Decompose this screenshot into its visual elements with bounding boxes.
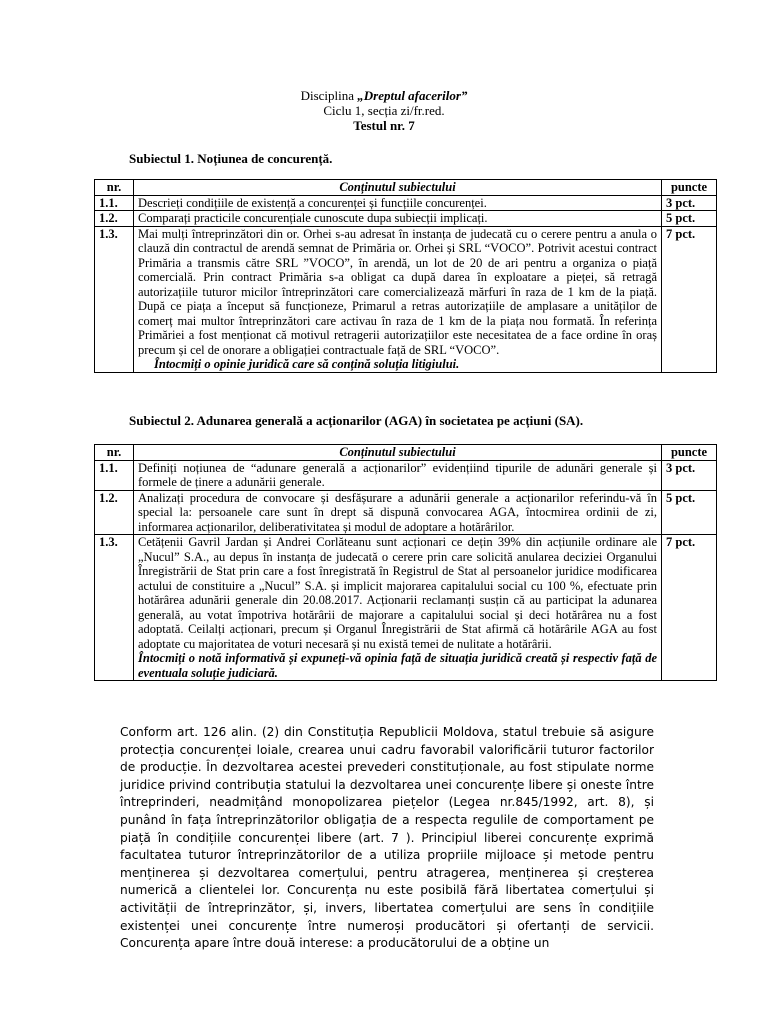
table-row (95, 535, 717, 681)
row-text-cell (134, 535, 662, 681)
cycle-line: Ciclu 1, secția zi/fr.red. (323, 103, 445, 118)
header-content: Conținutul subiectului (134, 445, 662, 461)
row-nr: 1.3. (95, 226, 134, 372)
row-text: Cetățenii Gavril Jardan și Andrei Corlăteanu sunt acționari ce dețin 39% din acțiunile ordinare ale „Nucul” S.A., au depus în instanța de judecată o cerere prin care solicită anularea deciziei Organului Înregistrării de Stat prin care a fost înregistrată în Registrul de Stat al persoanelor juridice modificarea actului de constituire a „Nucul” S.A. și implicit majorarea capitalului social cu 100 %, efectuate prin hotărârea adunării generale din 20.08.2017. Acționarii reclamanți susțin că au participat la adunarea generală, au votat împotriva hotărârii de majorare a capitalului social și deci hotărârea nu a fost adoptată. Ceilalți acționari, precum și Organul Înregistrării de Stat afirmă că hotărârile AGA au fost adoptate cu majoritatea de voturi necesară și nu există temei de nulitate a hotărârii. (138, 535, 657, 651)
row-text: Comparați practicile concurențiale cunoscute dupa subiecții implicați. (134, 211, 662, 227)
row-task: Întocmiți o opinie juridică care să conțină soluția litigiului. (154, 357, 460, 371)
row-text: Definiți noțiunea de “adunare generală a acționarilor” evidențiind tipurile de adunări generale și formele de ținere a adunării generale. (134, 460, 662, 490)
row-task: Întocmiți o notă informativă și expuneți-vă opinia față de situația juridică creată și respectiv față de eventuala soluție judiciară. (138, 651, 657, 680)
subject-2-table (94, 444, 717, 681)
header-content: Conținutul subiectului (134, 180, 662, 196)
header-points: puncte (662, 445, 717, 461)
table-header-row (95, 180, 717, 196)
header-points: puncte (662, 180, 717, 196)
table-row (95, 460, 717, 490)
row-text: Descrieți condițiile de existență a concurenței și funcțiile concurenței. (134, 195, 662, 211)
subject-1-title: Subiectul 1. Noțiunea de concurență. (129, 151, 333, 166)
table-row (95, 490, 717, 535)
body-paragraph: Conform art. 126 alin. (2) din Constituția Republicii Moldova, statul trebuie să asigure protecția concurenței loiale, crearea unui cadru favorabil valorificării tuturor factorilor de producție. În dezvoltarea acestei prevederi constituționale, au fost stipulate norme juridice privind contribuția statului la dezvoltarea unei concurențe libere și oneste între întreprinderi, neadmițând monopolizarea piețelor (Legea nr.845/1992, art. 8), și punând în fața întreprinzătorilor obligația de a respecta regulile de comportament pe piață în condițiile concurenței libere (art. 7 ). Principiul liberei concurențe exprimă facultatea tuturor întreprinzătorilor de a utiliza propriile mijloace și metode pentru menținerea și dezvoltarea comerțului, pentru atragerea, menținerea și creșterea numerică a clientelei lor. Concurența nu este posibilă fără libertatea comerțului și activității de întreprinzător, și, invers, libertatea comerțului are sens în condițiile existenței unei concurențe între numeroși producători și ofertanți de servicii. Concurența apare între două interese: a producătorului de a obține un (120, 725, 654, 951)
subject-2-title: Subiectul 2. Adunarea generală a acționarilor (AGA) în societatea pe acțiuni (SA). (129, 413, 584, 428)
row-text-cell (134, 226, 662, 372)
row-points: 5 pct. (662, 211, 717, 227)
document-header (0, 88, 768, 133)
row-nr: 1.3. (95, 535, 134, 681)
row-points: 3 pct. (662, 460, 717, 490)
subject-1-table (94, 179, 717, 373)
row-points: 7 pct. (662, 535, 717, 681)
table-header-row (95, 445, 717, 461)
row-nr: 1.2. (95, 490, 134, 535)
row-points: 7 pct. (662, 226, 717, 372)
row-text: Mai mulți întreprinzători din or. Orhei s-au adresat în instanța de judecată cu o cerere pentru a anula o clauză din contractul de arendă semnat de Primăria or. Orhei și SRL “VOCO”. Potrivit acestui contract Primăria a transmis către SRL ”VOCO”, în arendă, un lot de 20 de ari pentru a organiza o piață comercială. Prin contract Primăria s-a obligat ca după darea în exploatare a pieței, să retragă autorizațiile tuturor micilor întreprinzători care comercializează mărfuri în raza de 1 km de la piață. După ce piața a început să funcționeze, Primarul a retras autorizațiile de amplasare a unităților de comerț mai multor întreprinzători care activau în raza de 1 km de la piața nou formată. În referința Primăriei a fost menționat că motivul retragerii autorizațiilor este necesitatea de a face ordine în oraș precum și cel de onorare a obligației contractuale față de SRL “VOCO”. (138, 226, 657, 357)
header-nr: nr. (95, 180, 134, 196)
header-nr: nr. (95, 445, 134, 461)
row-nr: 1.1. (95, 195, 134, 211)
row-text: Analizați procedura de convocare și desfășurare a adunării generale a acționarilor referindu-vă în special la: persoanele care sunt în drept să dispună convocarea AGA, întocmirea ordinii de zi, informarea acționarilor, deliberativitatea și modul de adoptare a hotărârilor. (134, 490, 662, 535)
row-nr: 1.1. (95, 460, 134, 490)
discipline-line (0, 88, 768, 103)
discipline-name: „Dreptul afacerilor” (357, 88, 468, 103)
row-points: 3 pct. (662, 195, 717, 211)
table-row (95, 226, 717, 372)
table-row (95, 195, 717, 211)
discipline-prefix: Disciplina (300, 88, 358, 103)
test-number: Testul nr. 7 (353, 118, 415, 133)
row-points: 5 pct. (662, 490, 717, 535)
table-row (95, 211, 717, 227)
row-nr: 1.2. (95, 211, 134, 227)
